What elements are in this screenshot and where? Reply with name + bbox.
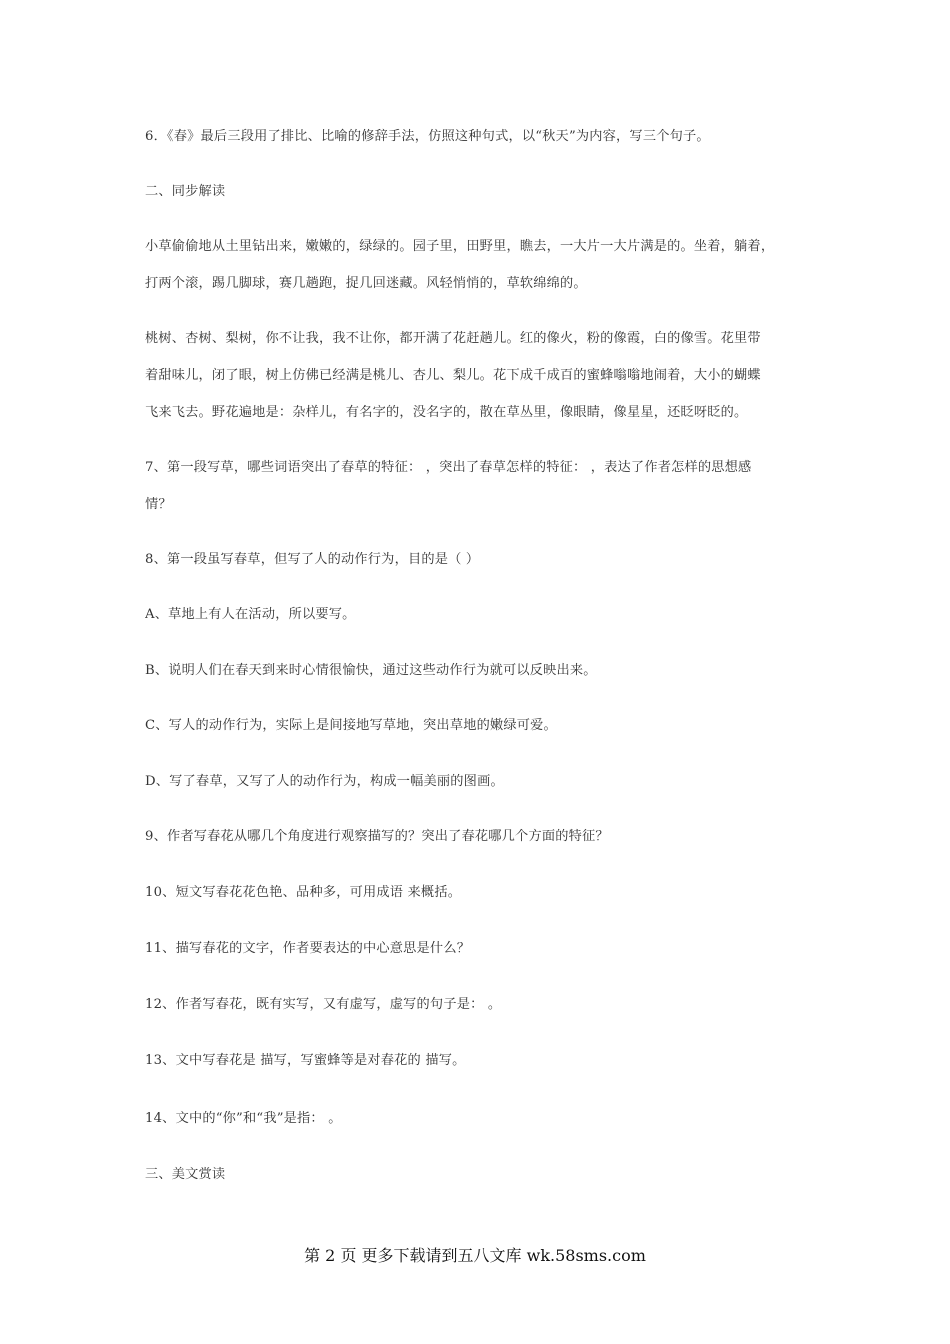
passage-para-2-line-1: 桃树、杏树、梨树，你不让我，我不让你，都开满了花赶趟儿。红的像火，粉的像霞，白的像雪。花里带 xyxy=(145,331,761,346)
question-7-line-2: 情？ xyxy=(145,497,172,512)
passage-para-2-line-2: 着甜味儿，闭了眼，树上仿佛已经满是桃儿、杏儿、梨儿。花下成千成百的蜜蜂嗡嗡地闹着，大小的蝴蝶 xyxy=(145,368,761,383)
question-13: 13、文中写春花是 描写，写蜜蜂等是对春花的 描写。 xyxy=(145,1053,466,1068)
question-6: 6．《春》最后三段用了排比、比喻的修辞手法，仿照这种句式，以“秋天”为内容，写三个句子。 xyxy=(145,129,710,144)
page-footer: 第 2 页 更多下载请到五八文库 wk.58sms.com xyxy=(304,1246,646,1265)
question-8-option-b: B、说明人们在春天到来时心情很愉快，通过这些动作行为就可以反映出来。 xyxy=(145,663,597,678)
section-2-title: 二、同步解读 xyxy=(145,184,226,199)
question-9: 9、作者写春花从哪几个角度进行观察描写的？突出了春花哪几个方面的特征？ xyxy=(145,829,609,844)
passage-para-1-line-1: 小草偷偷地从土里钻出来，嫩嫩的，绿绿的。园子里，田野里，瞧去，一大片一大片满是的。坐着，躺着， xyxy=(145,239,775,254)
passage-para-1-line-2: 打两个滚，踢几脚球，赛几趟跑，捉几回迷藏。风轻悄悄的，草软绵绵的。 xyxy=(145,276,587,291)
question-12: 12、作者写春花，既有实写，又有虚写，虚写的句子是： 。 xyxy=(145,997,502,1012)
question-8-option-a: A、草地上有人在活动，所以要写。 xyxy=(145,607,356,622)
passage-para-2-line-3: 飞来飞去。野花遍地是：杂样儿，有名字的，没名字的，散在草丛里，像眼睛，像星星，还眨呀眨的。 xyxy=(145,405,748,420)
section-3-title: 三、美文赏读 xyxy=(145,1167,226,1182)
question-14: 14、文中的“你”和“我”是指： 。 xyxy=(145,1111,342,1126)
question-10: 10、短文写春花花色艳、品种多，可用成语 来概括。 xyxy=(145,885,462,900)
question-8: 8、第一段虽写春草，但写了人的动作行为，目的是（ ） xyxy=(145,552,480,567)
question-11: 11、描写春花的文字，作者要表达的中心意思是什么？ xyxy=(145,941,471,956)
question-7-line-1: 7、第一段写草，哪些词语突出了春草的特征： ，突出了春草怎样的特征： ，表达了作者怎样的思想感 xyxy=(145,460,752,475)
question-8-option-d: D、写了春草，又写了人的动作行为，构成一幅美丽的图画。 xyxy=(145,774,504,789)
question-8-option-c: C、写人的动作行为，实际上是间接地写草地，突出草地的嫩绿可爱。 xyxy=(145,718,557,733)
